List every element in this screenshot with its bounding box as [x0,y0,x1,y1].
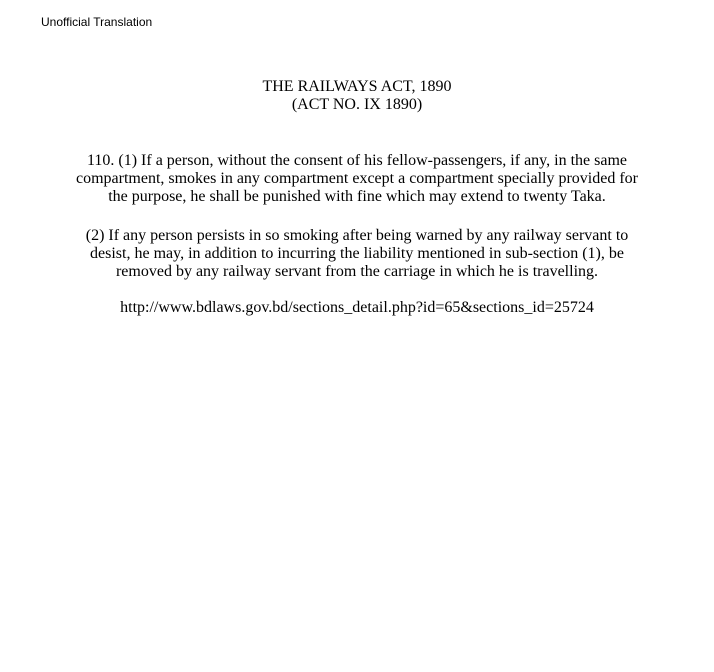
act-title [0,78,714,114]
act-title-name: THE RAILWAYS ACT, 1890 [262,78,452,95]
paragraph-line: 110. (1) If a person, without the consent of his fellow-passengers, if any, in the same [86,152,627,169]
paragraph-line: the purpose, he shall be punished with fine which may extend to twenty Taka. [108,188,606,205]
paragraph-line: desist, he may, in addition to incurring the liability mentioned in sub-section (1), be [90,245,624,262]
unofficial-translation-note: Unofficial Translation [41,15,153,29]
paragraph-line: compartment, smokes in any compartment except a compartment specially provided for [75,170,639,187]
section-paragraph-2 [0,227,714,281]
paragraph-line: removed by any railway servant from the carriage in which he is travelling. [115,263,599,280]
section-paragraph-1 [0,152,714,206]
paragraph-line: (2) If any person persists in so smoking after being warned by any railway servant to [85,227,629,244]
source-url[interactable]: http://www.bdlaws.gov.bd/sections_detail.php?id=65&sections_id=25724 [120,299,594,316]
act-title-number: (ACT NO. IX 1890) [291,96,423,113]
